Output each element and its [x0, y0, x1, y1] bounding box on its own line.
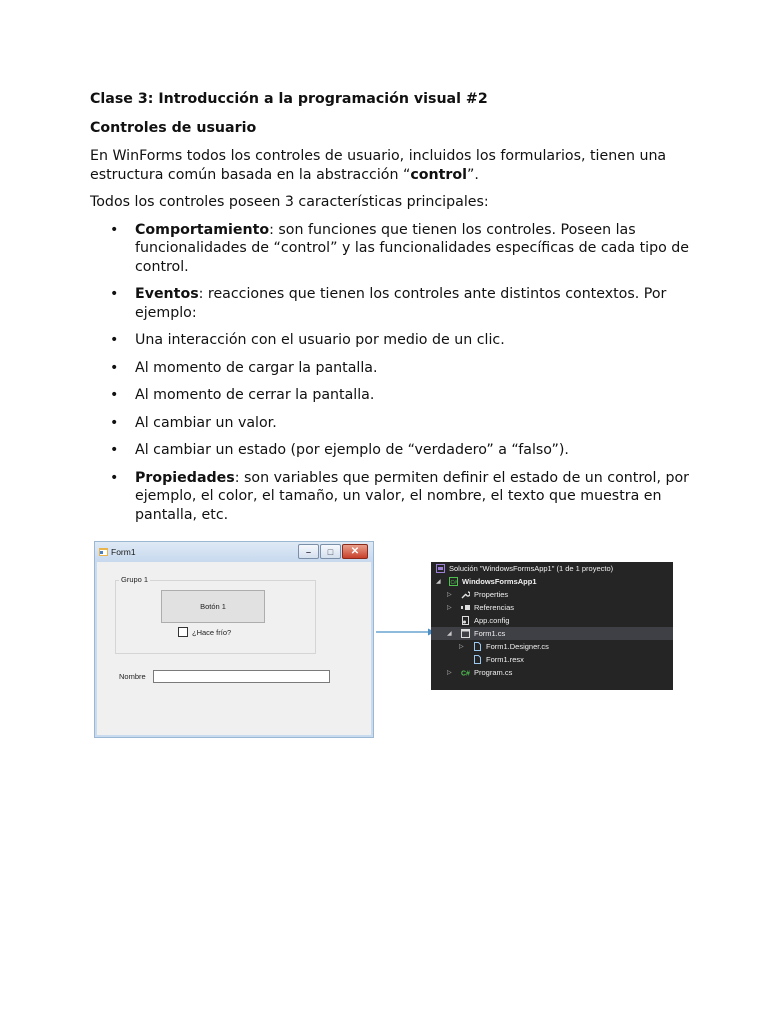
list-item-term: Propiedades	[135, 469, 235, 486]
references-icon	[461, 603, 470, 612]
csharp-project-icon	[449, 577, 458, 586]
intro-text-c: ”.	[466, 166, 479, 183]
list-item-text: Una interacción con el usuario por medio de un clic.	[135, 332, 505, 348]
expanded-arrow-icon[interactable]: ◢	[447, 631, 452, 637]
list-item	[90, 331, 690, 350]
intro-text-a: En WinForms todos los controles de usuario, incluidos los formularios, tienen una estructura común basada en la abstracción “	[90, 148, 667, 183]
close-button[interactable]	[342, 544, 368, 559]
list-item	[90, 285, 690, 322]
tree-item-label: WindowsFormsApp1	[462, 577, 537, 586]
list-item-text: : son variables que permiten definir el estado de un control, por ejemplo, el color, el tamaño, un valor, el nombre, el texto que muestra en pantalla, etc.	[135, 469, 690, 523]
collapsed-arrow-icon[interactable]: ▷	[447, 592, 452, 598]
tree-item-program[interactable]	[431, 666, 673, 679]
tree-item-label: Solución "WindowsFormsApp1" (1 de 1 proyecto)	[449, 564, 614, 573]
tree-item-form1-designer[interactable]	[431, 640, 673, 653]
checkbox-label: ¿Hace frío?	[192, 627, 232, 637]
tree-item-label: Form1.Designer.cs	[486, 642, 549, 651]
svg-text:C#: C#	[461, 670, 470, 677]
tree-item-label: Form1.cs	[474, 629, 506, 638]
list-item-text: Al cambiar un valor.	[135, 414, 277, 431]
features-paragraph: Todos los controles poseen 3 características principales:	[90, 194, 489, 210]
svg-text:C#: C#	[450, 580, 457, 586]
intro-text-bold: control	[410, 166, 467, 183]
tree-item-references[interactable]	[431, 601, 673, 614]
close-icon: ✕	[350, 546, 360, 557]
tree-item-solution[interactable]	[431, 562, 673, 575]
tree-item-appconfig[interactable]	[431, 614, 673, 627]
tree-item-label: Program.cs	[474, 668, 513, 677]
document-title: Clase 3: Introducción a la programación visual #2	[90, 91, 488, 107]
list-item-text: Al momento de cargar la pantalla.	[135, 359, 378, 376]
arrow-connector	[376, 626, 436, 638]
form-icon	[461, 629, 470, 638]
solution-explorer	[431, 562, 673, 690]
form-app-icon	[99, 548, 108, 556]
maximize-icon: □	[327, 546, 334, 557]
solution-icon	[436, 564, 445, 573]
collapsed-arrow-icon[interactable]: ▷	[447, 605, 452, 611]
list-item-text: : reacciones que tienen los controles ante distintos contextos. Por ejemplo:	[135, 286, 667, 321]
features-list	[90, 221, 690, 525]
list-item	[90, 441, 690, 460]
tree-item-label: Form1.resx	[486, 655, 524, 664]
wrench-icon	[461, 590, 470, 599]
window-title-bar[interactable]	[95, 542, 373, 562]
tree-item-form1[interactable]	[431, 627, 673, 640]
hace-frio-checkbox[interactable]	[178, 627, 231, 637]
boton1-button[interactable]: Botón 1	[161, 590, 265, 623]
file-icon	[473, 642, 482, 651]
list-item	[90, 386, 690, 405]
list-item	[90, 469, 690, 525]
group-box-label: Grupo 1	[121, 575, 149, 584]
list-item-text: : son funciones que tienen los controles. Poseen las funcionalidades de “control” y las funcionalidades específicas de cada tipo de control.	[135, 221, 689, 275]
tree-item-label: Properties	[474, 590, 509, 599]
tree-item-label: Referencias	[474, 603, 515, 612]
maximize-button[interactable]	[320, 544, 341, 559]
list-item-term: Comportamiento	[135, 221, 270, 238]
expanded-arrow-icon[interactable]: ◢	[436, 579, 441, 585]
file-icon	[473, 655, 482, 664]
collapsed-arrow-icon[interactable]: ▷	[447, 670, 452, 676]
tree-item-project[interactable]	[431, 575, 673, 588]
list-item-text: Al cambiar un estado (por ejemplo de “verdadero” a “falso”).	[135, 442, 569, 458]
document-body	[90, 90, 690, 533]
window-title: Form1	[111, 547, 136, 557]
list-item-term: Eventos	[135, 286, 199, 302]
list-item-text: Al momento de cerrar la pantalla.	[135, 387, 375, 403]
nombre-input[interactable]	[153, 670, 330, 683]
nombre-label: Nombre	[119, 672, 146, 681]
csharp-file-icon	[461, 668, 470, 677]
list-item	[90, 414, 690, 433]
section-heading: Controles de usuario	[90, 119, 257, 136]
minimize-icon: –	[305, 546, 311, 557]
window-controls	[298, 544, 368, 558]
tree-item-label: App.config	[474, 616, 510, 625]
tree-item-form1-resx[interactable]	[431, 653, 673, 666]
tree-item-properties[interactable]	[431, 588, 673, 601]
intro-paragraph	[90, 147, 690, 184]
form1-window	[94, 541, 374, 738]
collapsed-arrow-icon[interactable]: ▷	[459, 644, 464, 650]
minimize-button[interactable]	[298, 544, 319, 559]
list-item	[90, 221, 690, 277]
checkbox-square[interactable]	[178, 627, 188, 637]
list-item	[90, 359, 690, 378]
config-file-icon	[461, 616, 470, 625]
